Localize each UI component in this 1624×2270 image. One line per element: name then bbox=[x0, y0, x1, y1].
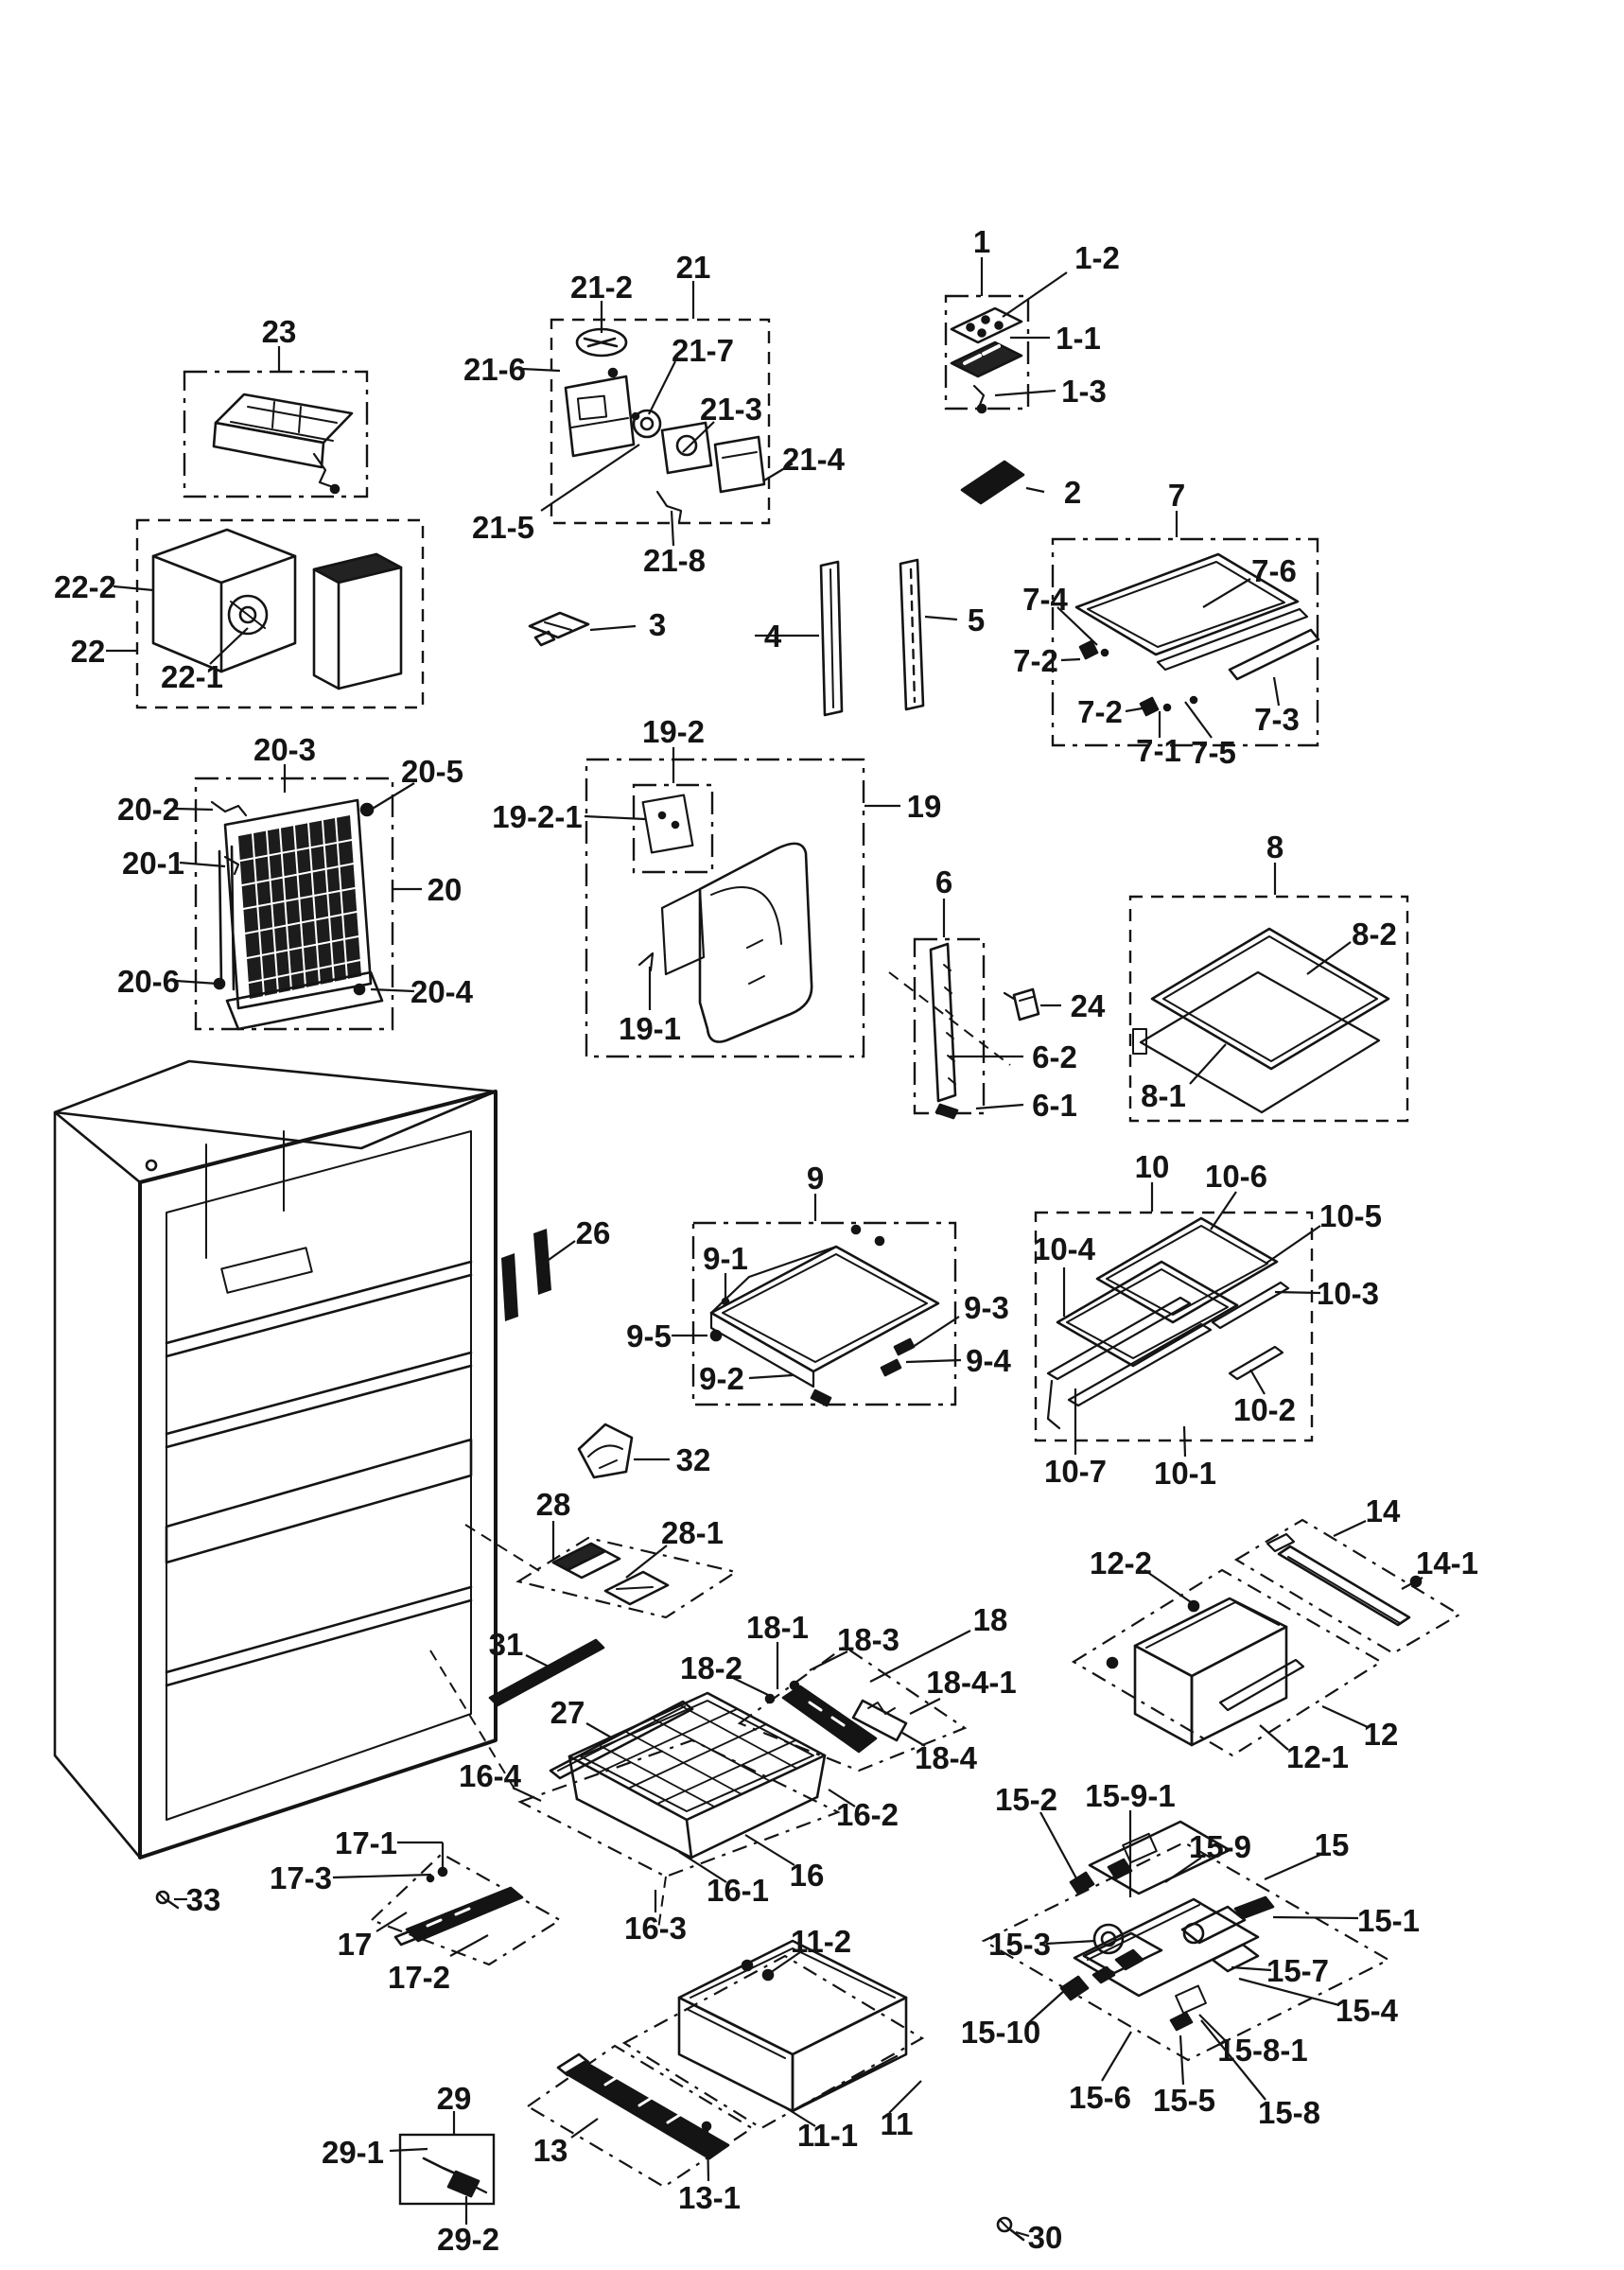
part-label-13-1: 13-1 bbox=[677, 2180, 742, 2215]
leader-line bbox=[925, 617, 957, 620]
leader-line bbox=[707, 2130, 708, 2181]
part-label-10-4: 10-4 bbox=[1032, 1231, 1096, 1266]
part-label-12-1: 12-1 bbox=[1285, 1739, 1350, 1774]
part-32-guide-bracket bbox=[579, 1424, 632, 1477]
part-label-21-5: 21-5 bbox=[471, 510, 535, 545]
part-label-10-6: 10-6 bbox=[1204, 1159, 1268, 1194]
part-label-30: 30 bbox=[1027, 2220, 1063, 2255]
part-label-15-9: 15-9 bbox=[1188, 1829, 1252, 1864]
part-label-15-7: 15-7 bbox=[1266, 1953, 1330, 1988]
part-label-6-1: 6-1 bbox=[1032, 1088, 1077, 1123]
part-label-17-2: 17-2 bbox=[387, 1960, 451, 1995]
part-label-20-3: 20-3 bbox=[253, 732, 317, 767]
part-label-31: 31 bbox=[488, 1627, 524, 1662]
leader-line bbox=[1190, 1044, 1226, 1084]
part-label-21-7: 21-7 bbox=[671, 333, 735, 368]
part-label-22-2: 22-2 bbox=[53, 569, 117, 604]
part-label-8-1: 8-1 bbox=[1141, 1078, 1186, 1113]
part-label-8-2: 8-2 bbox=[1352, 917, 1397, 952]
leader-line bbox=[1231, 1967, 1271, 1970]
leader-line bbox=[1180, 2035, 1183, 2085]
part-label-20-5: 20-5 bbox=[400, 754, 464, 789]
part-3-bracket bbox=[530, 613, 588, 645]
part-label-21-4: 21-4 bbox=[781, 442, 846, 477]
part-label-18-2: 18-2 bbox=[679, 1650, 743, 1685]
part-label-10-5: 10-5 bbox=[1318, 1198, 1383, 1233]
leader-line bbox=[1040, 1812, 1076, 1878]
leader-line bbox=[1322, 1706, 1368, 1727]
part-label-28-1: 28-1 bbox=[660, 1515, 725, 1550]
part-label-6: 6 bbox=[934, 864, 953, 899]
part-label-32: 32 bbox=[675, 1442, 711, 1477]
part-label-15-9-1: 15-9-1 bbox=[1085, 1778, 1176, 1813]
part-label-7-3: 7-3 bbox=[1254, 702, 1300, 737]
leader-line bbox=[333, 1875, 431, 1877]
part-label-10: 10 bbox=[1134, 1149, 1170, 1184]
part-label-10-3: 10-3 bbox=[1316, 1276, 1380, 1311]
part-label-16-2: 16-2 bbox=[835, 1797, 899, 1832]
part-label-7-5: 7-5 bbox=[1191, 735, 1236, 770]
leader-line bbox=[1026, 488, 1044, 492]
leader-line bbox=[672, 511, 673, 546]
part-label-21-8: 21-8 bbox=[642, 543, 707, 578]
part-label-1-1: 1-1 bbox=[1056, 321, 1101, 356]
part-label-19-2-1: 19-2-1 bbox=[492, 799, 583, 834]
part-11-drawer bbox=[679, 1941, 906, 2111]
leader-line bbox=[390, 2149, 428, 2151]
part-label-9-5: 9-5 bbox=[626, 1318, 672, 1353]
part-label-9-1: 9-1 bbox=[703, 1241, 748, 1276]
group-box-19-2 bbox=[634, 785, 712, 872]
part-label-21-3: 21-3 bbox=[699, 392, 763, 427]
part-label-7-4: 7-4 bbox=[1022, 582, 1068, 617]
part-1-sensor-boards bbox=[952, 308, 1022, 412]
callout-labels-layer bbox=[54, 224, 1478, 2257]
part-5-rail bbox=[900, 560, 923, 709]
leader-line bbox=[1211, 1192, 1236, 1230]
leader-line bbox=[745, 1835, 795, 1865]
part-label-7-1: 7-1 bbox=[1136, 733, 1181, 768]
part-label-10-2: 10-2 bbox=[1232, 1392, 1297, 1427]
leader-line bbox=[1046, 1941, 1095, 1944]
leader-line bbox=[749, 1375, 793, 1378]
leader-line bbox=[522, 369, 560, 371]
leader-line bbox=[585, 816, 645, 819]
part-23-ice-maker bbox=[214, 394, 352, 493]
leader-line bbox=[1102, 2032, 1131, 2081]
part-label-4: 4 bbox=[763, 619, 782, 654]
leader-line bbox=[526, 1655, 552, 1668]
part-label-1-2: 1-2 bbox=[1074, 240, 1120, 275]
part-16-basket bbox=[569, 1693, 825, 1858]
part-label-17-3: 17-3 bbox=[269, 1860, 333, 1895]
leader-line bbox=[1061, 659, 1080, 660]
part-12-drawer bbox=[1108, 1598, 1303, 1745]
part-label-7-2: 7-2 bbox=[1077, 694, 1123, 729]
part-label-19-1: 19-1 bbox=[618, 1011, 682, 1046]
leader-line bbox=[910, 1317, 959, 1349]
part-label-27: 27 bbox=[550, 1695, 585, 1730]
diamond-box-14 bbox=[1236, 1520, 1459, 1653]
part-label-33: 33 bbox=[185, 1882, 221, 1917]
leader-line bbox=[910, 1699, 940, 1714]
part-label-9-3: 9-3 bbox=[964, 1290, 1009, 1325]
leader-line bbox=[1250, 1370, 1265, 1394]
part-label-15-8-1: 15-8-1 bbox=[1217, 2033, 1308, 2068]
part-label-18-4: 18-4 bbox=[914, 1740, 978, 1775]
leader-line bbox=[180, 863, 225, 866]
part-label-20-6: 20-6 bbox=[116, 964, 181, 999]
part-label-14: 14 bbox=[1365, 1493, 1401, 1528]
part-label-6-2: 6-2 bbox=[1032, 1039, 1077, 1074]
leader-line bbox=[1273, 1917, 1358, 1918]
part-label-9: 9 bbox=[806, 1161, 825, 1196]
leader-line bbox=[1334, 1521, 1366, 1536]
part-24-clip bbox=[1004, 989, 1039, 1020]
part-label-28: 28 bbox=[535, 1487, 571, 1522]
part-label-21-6: 21-6 bbox=[463, 352, 527, 387]
leader-line bbox=[1203, 579, 1250, 607]
part-label-21-2: 21-2 bbox=[569, 270, 634, 305]
part-label-16: 16 bbox=[789, 1858, 825, 1893]
part-26-gasket-strips bbox=[501, 1229, 551, 1321]
part-label-11-1: 11-1 bbox=[796, 2118, 859, 2153]
part-label-8: 8 bbox=[1266, 829, 1284, 864]
part-label-22-1: 22-1 bbox=[160, 659, 224, 694]
part-label-26: 26 bbox=[575, 1215, 611, 1250]
leader-line bbox=[176, 981, 218, 984]
part-label-18-1: 18-1 bbox=[745, 1610, 810, 1645]
part-label-14-1: 14-1 bbox=[1415, 1545, 1479, 1580]
part-label-11-2: 11-2 bbox=[790, 1924, 852, 1959]
leader-line bbox=[1185, 702, 1212, 738]
part-label-9-4: 9-4 bbox=[966, 1343, 1011, 1378]
part-label-29-2: 29-2 bbox=[436, 2222, 500, 2257]
part-label-16-4: 16-4 bbox=[458, 1758, 522, 1793]
leader-line bbox=[1307, 942, 1351, 974]
part-label-15-2: 15-2 bbox=[994, 1782, 1058, 1817]
part-label-16-3: 16-3 bbox=[623, 1911, 688, 1946]
part-label-15-10: 15-10 bbox=[960, 2015, 1041, 2050]
part-label-18-4-1: 18-4-1 bbox=[926, 1665, 1017, 1700]
part-label-19: 19 bbox=[906, 789, 942, 824]
leader-line bbox=[450, 1935, 488, 1956]
part-label-15-3: 15-3 bbox=[987, 1927, 1052, 1962]
part-label-20-4: 20-4 bbox=[410, 974, 474, 1009]
part-label-11: 11 bbox=[880, 2106, 914, 2141]
leader-line bbox=[1275, 1292, 1320, 1293]
part-label-21: 21 bbox=[675, 250, 711, 285]
part-label-20: 20 bbox=[427, 872, 463, 907]
part-label-7-6: 7-6 bbox=[1251, 553, 1297, 588]
leader-line bbox=[586, 1723, 613, 1738]
part-label-3: 3 bbox=[648, 607, 667, 642]
part-14-slide-rail bbox=[1267, 1534, 1421, 1625]
part-label-15: 15 bbox=[1314, 1827, 1350, 1862]
part-2-cover-strip bbox=[962, 462, 1023, 503]
part-label-17: 17 bbox=[337, 1927, 373, 1962]
part-label-19-2: 19-2 bbox=[641, 714, 706, 749]
leader-line bbox=[176, 809, 213, 810]
leader-line bbox=[906, 1360, 961, 1362]
leader-line bbox=[590, 626, 636, 630]
part-29-wire-harness bbox=[424, 2158, 486, 2196]
leader-line bbox=[541, 445, 639, 511]
part-label-1: 1 bbox=[972, 224, 991, 259]
part-label-12: 12 bbox=[1363, 1717, 1399, 1752]
part-label-7-2: 7-2 bbox=[1013, 643, 1058, 678]
refrigerator-cabinet-drawing bbox=[55, 1061, 496, 1858]
part-label-15-5: 15-5 bbox=[1152, 2083, 1216, 2118]
leader-line bbox=[571, 2119, 598, 2138]
part-19-cover-duct bbox=[639, 795, 812, 1042]
part-label-2: 2 bbox=[1063, 475, 1082, 510]
leader-line bbox=[995, 391, 1056, 395]
connector-dash-line bbox=[465, 1525, 541, 1572]
part-label-18-3: 18-3 bbox=[836, 1622, 900, 1657]
part-label-10-7: 10-7 bbox=[1043, 1454, 1108, 1489]
part-label-15-8: 15-8 bbox=[1257, 2095, 1321, 2130]
part-30-screw bbox=[998, 2218, 1023, 2240]
part-label-12-2: 12-2 bbox=[1089, 1545, 1153, 1580]
part-label-20-1: 20-1 bbox=[121, 846, 185, 881]
leader-line bbox=[549, 1241, 575, 1260]
part-6-cap-strip bbox=[931, 944, 957, 1118]
leader-lines-layer bbox=[106, 257, 1423, 2236]
leader-line bbox=[1003, 272, 1067, 317]
part-4-rail bbox=[821, 562, 842, 715]
part-label-24: 24 bbox=[1070, 988, 1106, 1023]
part-label-5: 5 bbox=[967, 602, 986, 637]
part-label-22: 22 bbox=[70, 634, 106, 669]
part-label-18: 18 bbox=[972, 1602, 1008, 1637]
leader-line bbox=[649, 361, 675, 414]
part-label-29: 29 bbox=[436, 2081, 472, 2116]
leader-line bbox=[114, 586, 153, 590]
part-label-29-1: 29-1 bbox=[321, 2135, 385, 2170]
part-label-17-1: 17-1 bbox=[334, 1825, 398, 1860]
part-label-16-1: 16-1 bbox=[706, 1873, 770, 1908]
leader-line bbox=[1184, 1426, 1185, 1457]
part-label-13: 13 bbox=[533, 2133, 568, 2168]
part-label-23: 23 bbox=[261, 314, 297, 349]
part-label-15-4: 15-4 bbox=[1335, 1993, 1399, 2028]
part-label-9-2: 9-2 bbox=[699, 1361, 744, 1396]
part-label-20-2: 20-2 bbox=[116, 792, 181, 827]
part-13-slide-rail bbox=[558, 2054, 728, 2158]
part-label-15-1: 15-1 bbox=[1356, 1903, 1421, 1938]
part-label-15-6: 15-6 bbox=[1068, 2080, 1132, 2115]
part-label-1-3: 1-3 bbox=[1061, 374, 1107, 409]
part-label-10-1: 10-1 bbox=[1153, 1456, 1217, 1491]
part-20-evaporator bbox=[212, 800, 382, 1029]
part-label-7: 7 bbox=[1167, 478, 1186, 513]
